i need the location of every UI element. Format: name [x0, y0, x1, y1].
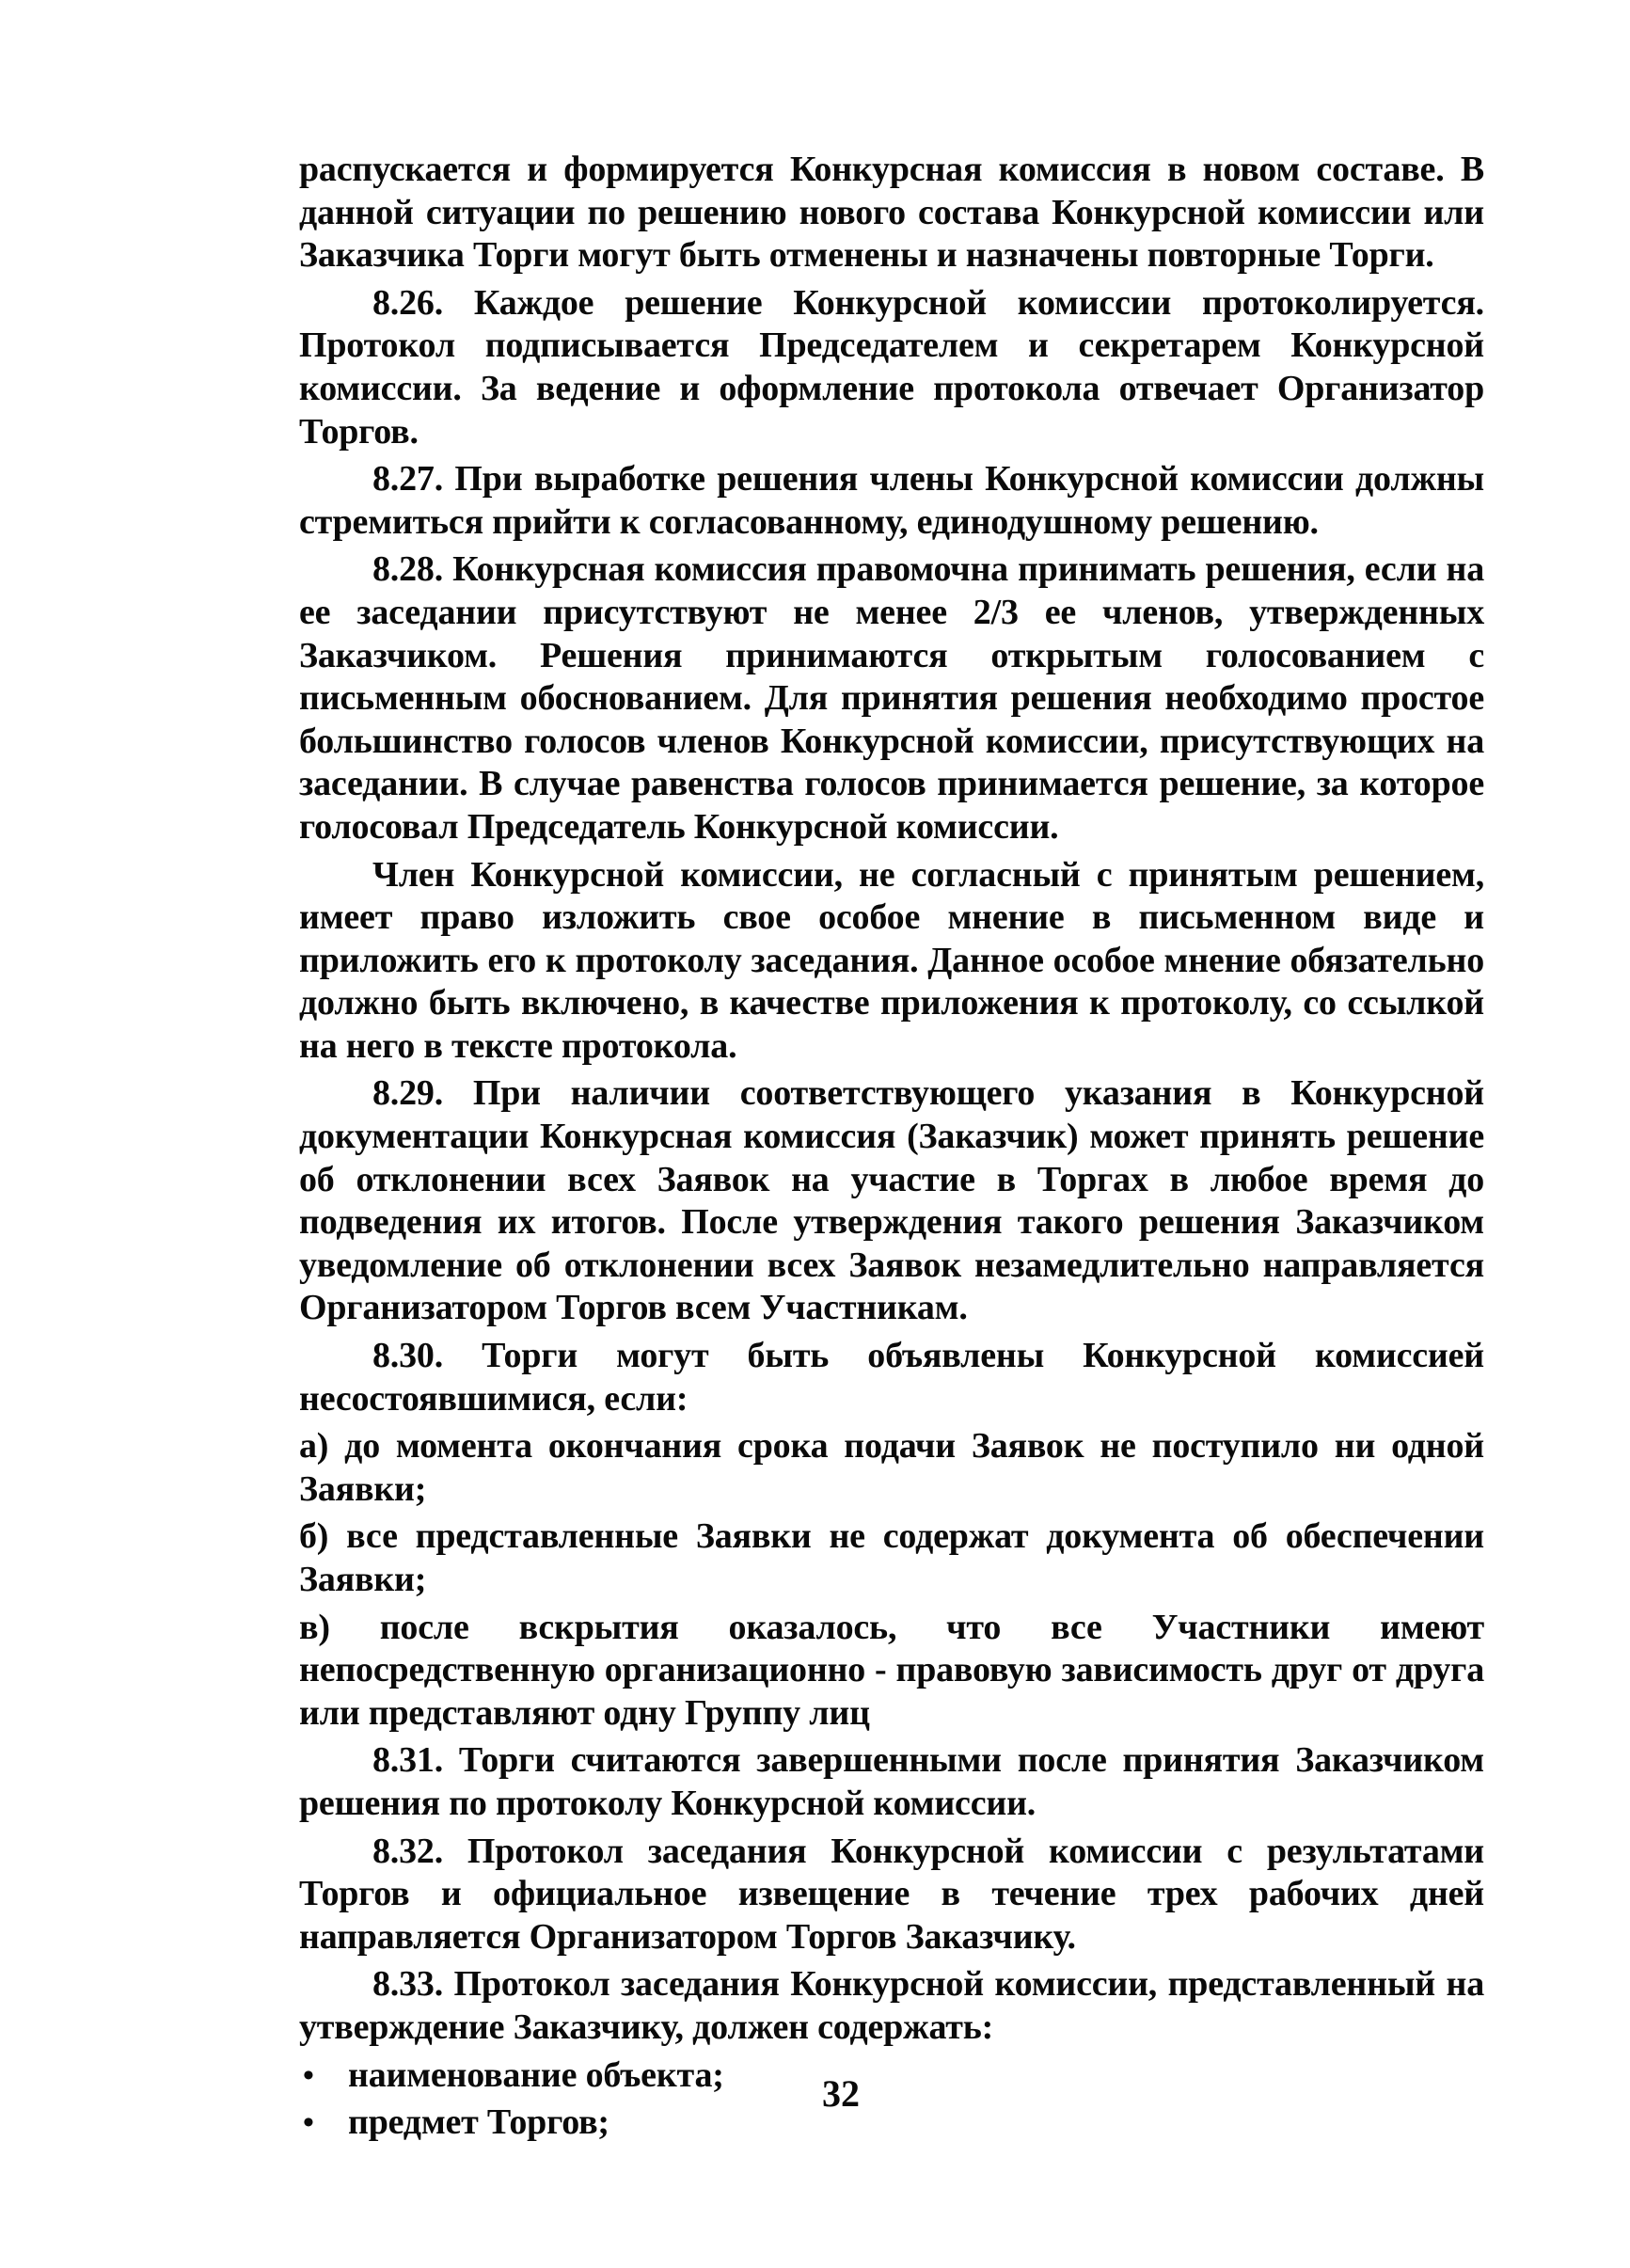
paragraph-8-31: 8.31. Торги считаются завершенными после принятия Заказчиком решения по протоколу Конкурсной комиссии. — [299, 1740, 1484, 1823]
paragraph-item-a: а) до момента окончания срока подачи Заявок не поступило ни одной Заявки; — [299, 1426, 1484, 1509]
paragraph-8-27: 8.27. При выработке решения члены Конкурсной комиссии должны стремиться прийти к согласованному, единодушному решению. — [299, 459, 1484, 542]
document-page — [299, 149, 1484, 2149]
bullet-icon: • — [303, 2057, 314, 2093]
paragraph-8-32: 8.32. Протокол заседания Конкурсной комиссии с результатами Торгов и официальное извещение в течение трех рабочих дней направляется Организатором Торгов Заказчику. — [299, 1831, 1484, 1957]
paragraph-8-29: 8.29. При наличии соответствующего указания в Конкурсной документации Конкурсная комиссия (Заказчик) может принять решение об отклонении всех Заявок на участие в Торгах в любое время до подведения их итогов. После утверждения такого решения Заказчиком уведомление об отклонении всех Заявок незамедлительно направляется Организатором Торгов всем Участникам. — [299, 1073, 1484, 1328]
page-number: 32 — [822, 2072, 860, 2115]
bullet-text: наименование объекта; — [348, 2054, 724, 2095]
paragraph-8-30: 8.30. Торги могут быть объявлены Конкурсной комиссией несостоявшимися, если: — [299, 1336, 1484, 1419]
bullet-icon: • — [303, 2105, 314, 2141]
paragraph-8-28: 8.28. Конкурсная комиссия правомочна принимать решения, если на ее заседании присутствуют не менее 2/3 ее членов, утвержденных Заказчиком. Решения принимаются открытым голосованием с письменным обоснованием. Для принятия решения необходимо простое большинство голосов членов Конкурсной комиссии, присутствующих на заседании. В случае равенства голосов принимается решение, за которое голосовал Председатель Конкурсной комиссии. — [299, 549, 1484, 847]
paragraph-8-26: 8.26. Каждое решение Конкурсной комиссии протоколируется. Протокол подписывается Председателем и секретарем Конкурсной комиссии. За ведение и оформление протокола отвечает Организатор Торгов. — [299, 282, 1484, 452]
paragraph-continuation: распускается и формируется Конкурсная комиссия в новом составе. В данной ситуации по решению нового состава Конкурсной комиссии или Заказчика Торги могут быть отменены и назначены повторные Торги. — [299, 150, 1484, 276]
bullet-text: предмет Торгов; — [348, 2102, 609, 2143]
paragraph-item-v: в) после вскрытия оказалось, что все Участники имеют непосредственную организационно - правовую зависимость друг от друга или представляют одну Группу лиц — [299, 1607, 1484, 1733]
paragraph-8-33: 8.33. Протокол заседания Конкурсной комиссии, представленный на утверждение Заказчику, должен содержать: — [299, 1964, 1484, 2047]
paragraph-dissent: Член Конкурсной комиссии, не согласный с принятым решением, имеет право изложить свое особое мнение в письменном виде и приложить его к протоколу заседания. Данное особое мнение обязательно должно быть включено, в качестве приложения к протоколу, со ссылкой на него в тексте протокола. — [299, 854, 1484, 1066]
paragraph-item-b: б) все представленные Заявки не содержат документа об обеспечении Заявки; — [299, 1516, 1484, 1599]
